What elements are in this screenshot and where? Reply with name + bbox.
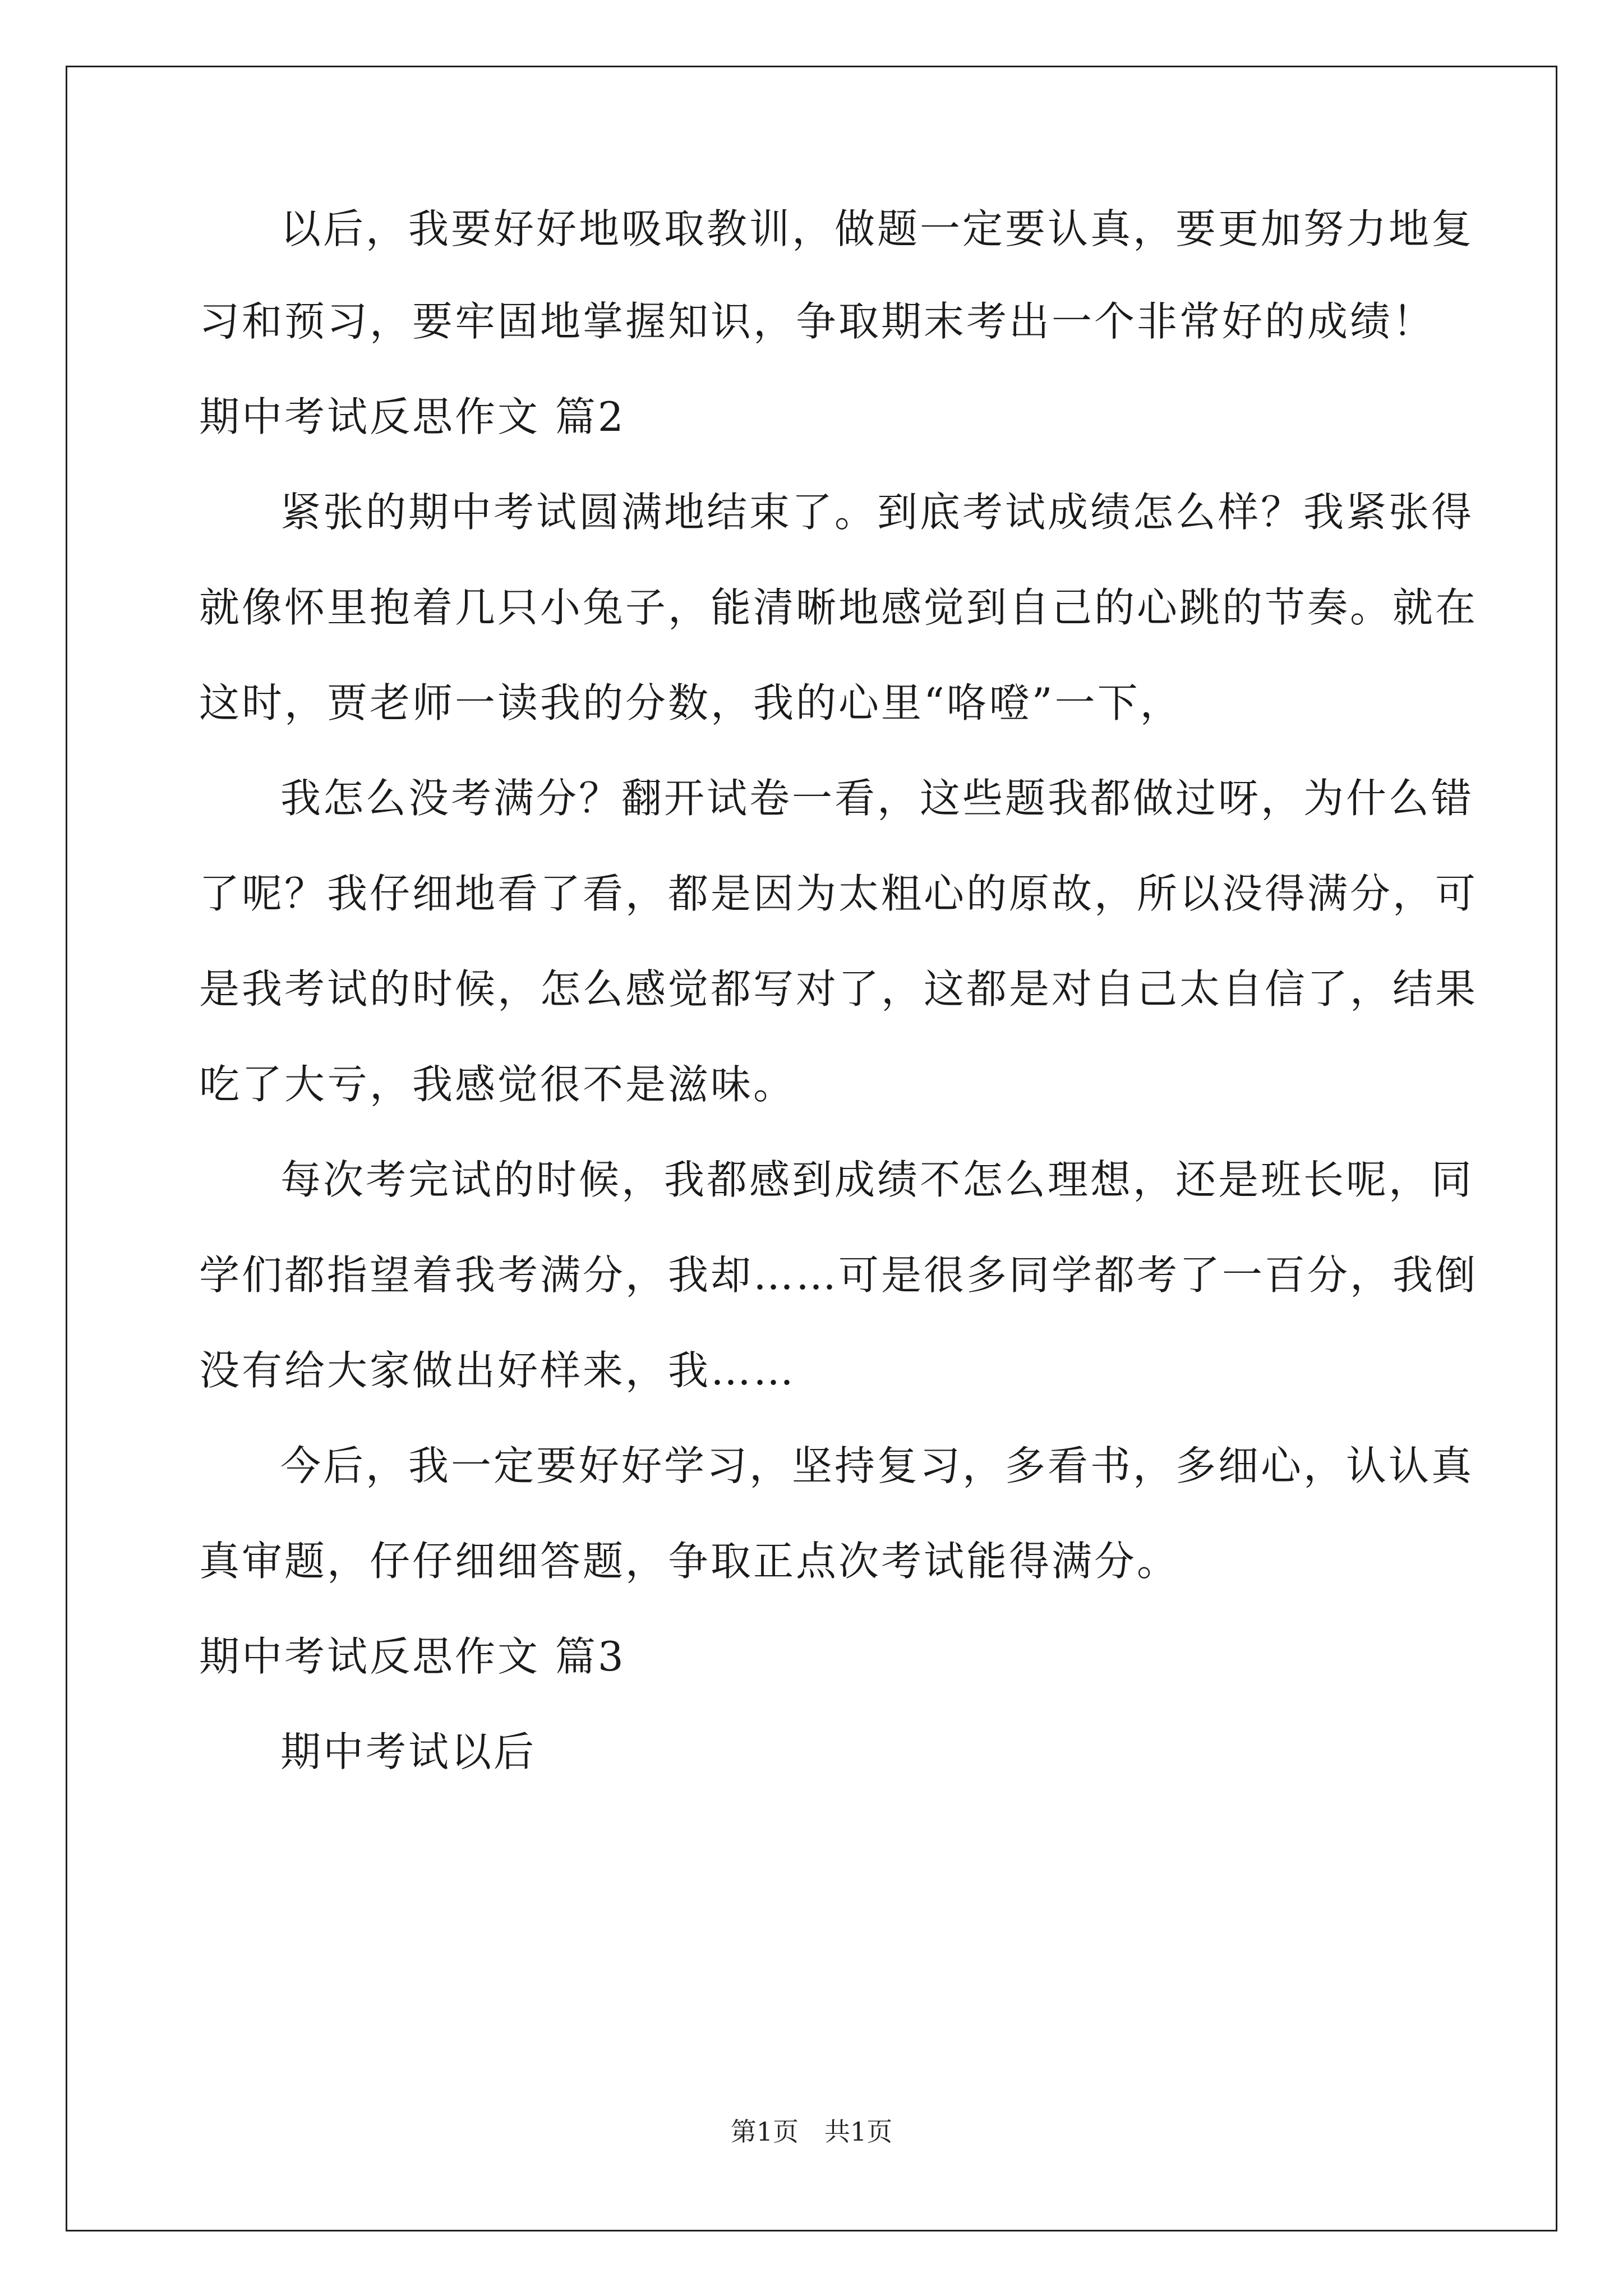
paragraph-line: 这时，贾老师一读我的分数，我的心里“咯噔”一下， bbox=[199, 679, 1183, 726]
paragraph-line: 期中考试以后 bbox=[280, 1728, 537, 1775]
paragraph-line: 我怎么没考满分？翻开试卷一看，这些题我都做过呀，为什么错 bbox=[280, 775, 1474, 822]
paragraph-line: 以后，我要好好地吸取教训，做题一定要认真，要更加努力地复 bbox=[280, 205, 1474, 252]
section-heading: 期中考试反思作文 篇3 bbox=[199, 1633, 626, 1680]
paragraph-line: 今后，我一定要好好学习，坚持复习，多看书，多细心，认认真 bbox=[280, 1442, 1474, 1489]
paragraph-line: 学们都指望着我考满分，我却……可是很多同学都考了一百分，我倒 bbox=[199, 1251, 1478, 1299]
paragraph-line: 真审题，仔仔细细答题，争取正点次考试能得满分。 bbox=[199, 1538, 1180, 1585]
paragraph-line: 了呢？我仔细地看了看，都是因为太粗心的原故，所以没得满分，可 bbox=[199, 870, 1478, 917]
paragraph-line: 是我考试的时候，怎么感觉都写对了，这都是对自己太自信了，结果 bbox=[199, 965, 1478, 1013]
paragraph-line: 吃了大亏，我感觉很不是滋味。 bbox=[199, 1061, 796, 1108]
page-footer: 第1页 共1页 bbox=[730, 2116, 893, 2147]
paragraph-line: 没有给大家做出好样来，我…… bbox=[199, 1347, 796, 1394]
paragraph-line: 紧张的期中考试圆满地结束了。到底考试成绩怎么样？我紧张得 bbox=[280, 489, 1474, 536]
paragraph-line: 每次考完试的时候，我都感到成绩不怎么理想，还是班长呢，同 bbox=[280, 1156, 1474, 1203]
paragraph-line: 习和预习，要牢固地掌握知识，争取期末考出一个非常好的成绩！ bbox=[199, 298, 1436, 345]
paragraph-line: 就像怀里抱着几只小兔子，能清晰地感觉到自己的心跳的节奏。就在 bbox=[199, 584, 1478, 631]
section-heading: 期中考试反思作文 篇2 bbox=[199, 393, 626, 440]
